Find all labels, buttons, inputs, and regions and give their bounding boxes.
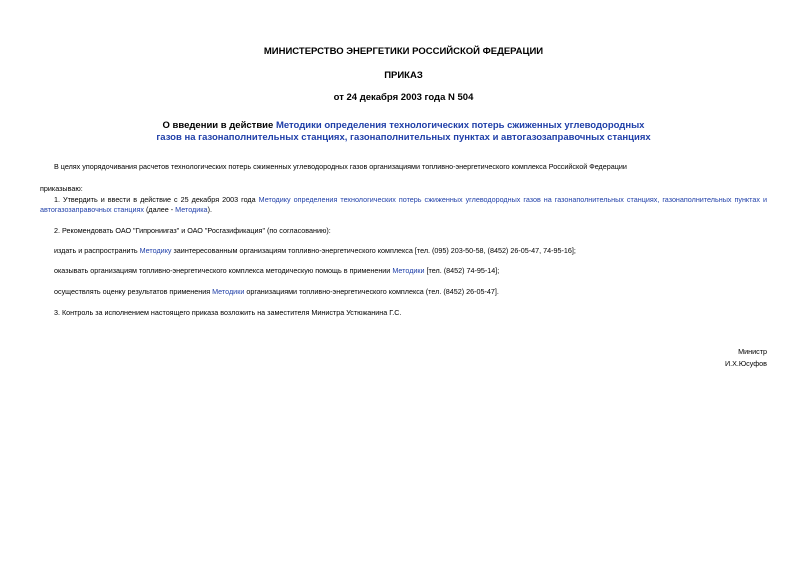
signature-position: Министр [738,347,767,356]
item-1-paragraph [40,195,767,214]
item-1-end: ). [207,204,212,214]
item-2c-text: осуществлять оценку результатов применения [54,287,213,296]
item-2b-paragraph [54,266,499,276]
order-word: приказываю: [40,184,83,193]
item-2c-paragraph [54,287,499,297]
item-2a-methodology-link[interactable]: Методику [139,246,172,255]
item-2b-text-after: [тел. (8452) 74-95-14]; [424,266,500,275]
item-1-text: 1. Утвердить и ввести в действие с 25 декабря 2003 года [54,195,259,204]
item-3-paragraph: 3. Контроль за исполнением настоящего приказа возложить на заместителя Министра Устюжанина Г.С. [54,308,402,317]
item-2b-methodology-link[interactable]: Методики [392,266,425,275]
item-2a-paragraph [54,246,576,256]
date-line: от 24 декабря 2003 года N 504 [333,92,474,103]
title-prefix: О введении в действие [162,120,276,131]
signature-name: И.Х.Юсуфов [724,359,767,368]
doc-type: ПРИКАЗ [384,70,423,81]
item-2c-methodology-link[interactable]: Методики [212,287,245,296]
document-title [0,120,807,144]
ministry-header: МИНИСТЕРСТВО ЭНЕРГЕТИКИ РОССИЙСКОЙ ФЕДЕРАЦИИ [263,46,544,57]
methodology-short-link[interactable]: Методика [175,204,208,214]
item-2c-text-after: организациями топливно-энергетического комплекса (тел. (8452) 26-05-47]. [244,287,499,296]
methodology-link[interactable]: Методику определения технологических потерь сжиженных углеводородных газов на газонаполнительных станциях, газонаполнительных пунктах и автогазозаправочных станциях [40,195,767,214]
intro-paragraph: В целях упорядочивания расчетов технологических потерь сжиженных углеводородных газов организациями топливно-энергетического комплекса Российской Федерации [54,162,627,171]
item-2b-text: оказывать организациям топливно-энергетического комплекса методическую помощь в применении [54,266,393,275]
item-2a-text-after: заинтересованным организациям топливно-энергетического комплекса [тел. (095) 203-50-58, (8452) 26-05-47, 74-95-16]; [171,246,576,255]
item-1-mid: (далее - [144,204,176,214]
methodology-title-link-1[interactable]: Методики определения технологических потерь сжиженных углеводородных [275,120,645,131]
item-2-paragraph: 2. Рекомендовать ОАО "Гипрониигаз" и ОАО "Росгазификация" (по согласованию): [54,226,331,235]
signature-block [725,346,767,370]
item-2a-text: издать и распространить [54,246,140,255]
methodology-title-link-2[interactable]: газов на газонаполнительных станциях, газонаполнительных пунктах и автогазозаправочных станциях [156,132,651,143]
